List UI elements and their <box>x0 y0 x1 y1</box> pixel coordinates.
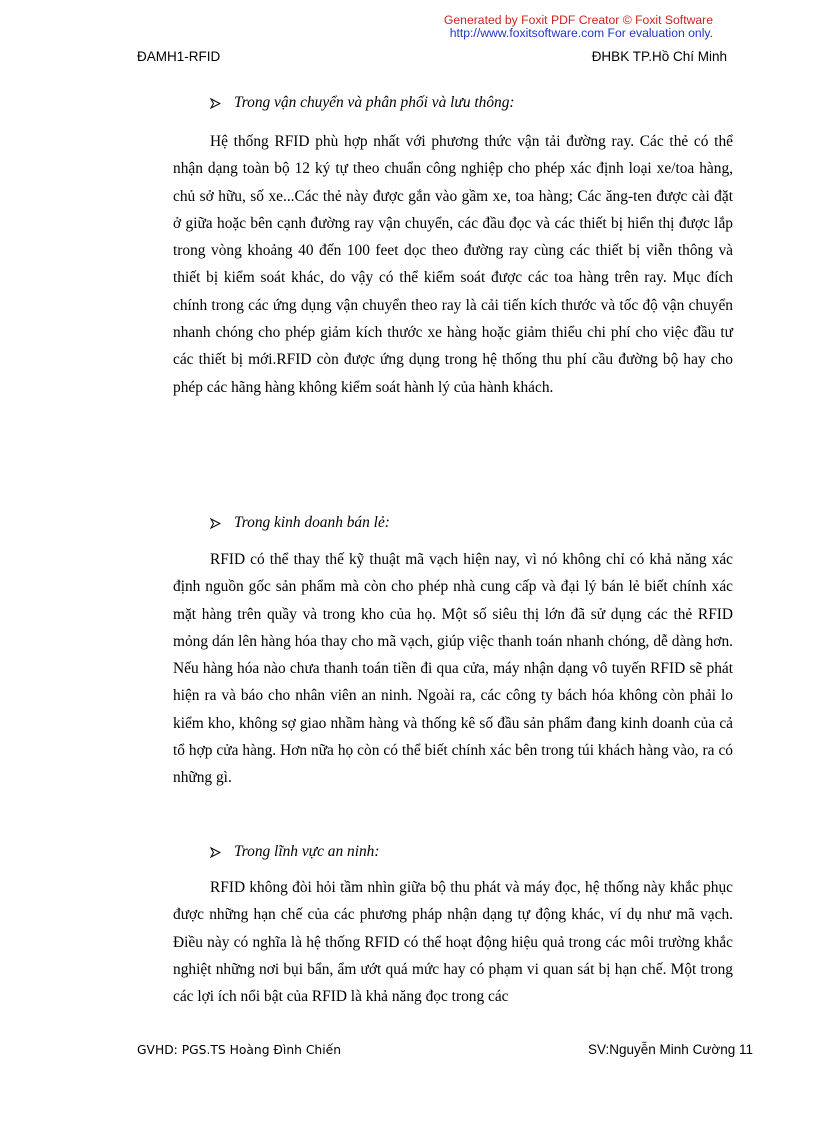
section-heading-text: Trong lĩnh vực an ninh: <box>234 843 380 860</box>
section-heading-text: Trong vận chuyển và phân phối và lưu thông: <box>234 94 515 111</box>
arrow-bullet-icon <box>210 847 221 858</box>
footer-student-page: SV:Nguyễn Minh Cường 11 <box>588 1042 753 1057</box>
header-university: ĐHBK TP.Hồ Chí Minh <box>591 49 727 64</box>
section-heading-security <box>210 843 379 861</box>
footer-supervisor: GVHD: PGS.TS Hoàng Đình Chiến <box>137 1043 342 1057</box>
section-heading-retail <box>210 514 390 532</box>
arrow-bullet-icon <box>210 98 221 109</box>
foxit-watermark <box>444 14 713 40</box>
section-heading-transport <box>210 94 515 112</box>
watermark-line-1: Generated by Foxit PDF Creator © Foxit Software <box>443 13 713 27</box>
header-course-code: ĐAMH1-RFID <box>137 49 221 64</box>
section-body-security: RFID không đòi hỏi tầm nhìn giữa bộ thu phát và máy đọc, hệ thống này khắc phục được những hạn chế của các phương pháp nhận dạng tự động khác, ví dụ như mã vạch. Điều này có nghĩa là hệ thống RFID có thể hoạt động hiệu quả trong các môi trường khắc nghiệt những nơi bụi bẩn, ẩm ướt quá mức hay có phạm vi quan sát bị hạn chế. Một trong các lợi ích nổi bật của RFID là khả năng đọc trong các <box>173 879 733 1006</box>
section-heading-text: Trong kinh doanh bán lẻ: <box>234 514 390 531</box>
section-body-transport: Hệ thống RFID phù hợp nhất với phương thức vận tải đường ray. Các thẻ có thể nhận dạng toàn bộ 12 ký tự theo chuẩn công nghiệp cho phép xác định loại xe/toa hàng, chủ sở hữu, số xe...Các thẻ này được gắn vào gầm xe, toa hàng; Các ăng-ten được cài đặt ở giữa hoặc bên cạnh đường ray vận chuyển, các đầu đọc và các thiết bị hiển thị được lắp trong vòng khoảng 40 đến 100 feet dọc theo đường ray cùng các thiết bị viễn thông và thiết bị kiểm soát khác, do vậy có thể kiểm soát được các toa hàng trên ray. Mục đích chính trong các ứng dụng vận chuyển theo ray là cải tiến kích thước và tốc độ vận chuyển nhanh chóng cho phép giảm kích thước xe hàng hoặc giảm thiểu chi phí cho việc đầu tư các thiết bị mới.RFID còn được ứng dụng trong hệ thống thu phí cầu đường bộ hay cho phép các hãng hàng không kiểm soát hành lý của hành khách. <box>173 133 733 396</box>
arrow-bullet-icon <box>210 518 221 529</box>
watermark-line-2[interactable]: http://www.foxitsoftware.com For evaluation only. <box>449 26 713 40</box>
section-body-retail: RFID có thể thay thế kỹ thuật mã vạch hiện nay, vì nó không chỉ có khả năng xác định nguồn gốc sản phẩm mà còn cho phép nhà cung cấp và đại lý bán lẻ biết chính xác mặt hàng trên quầy và trong kho của họ. Một số siêu thị lớn đã sử dụng các thẻ RFID mỏng dán lên hàng hóa thay cho mã vạch, giúp việc thanh toán nhanh chóng, dễ dàng hơn. Nếu hàng hóa nào chưa thanh toán tiền đi qua cửa, máy nhận dạng vô tuyến RFID sẽ phát hiện ra và báo cho nhân viên an ninh. Ngoài ra, các công ty bách hóa không còn phải lo kiểm kho, không sợ giao nhầm hàng và thống kê số đầu sản phẩm đang kinh doanh của cả tổ hợp cửa hàng. Hơn nữa họ còn có thể biết chính xác bên trong túi khách hàng vào, ra có những gì. <box>173 551 733 787</box>
